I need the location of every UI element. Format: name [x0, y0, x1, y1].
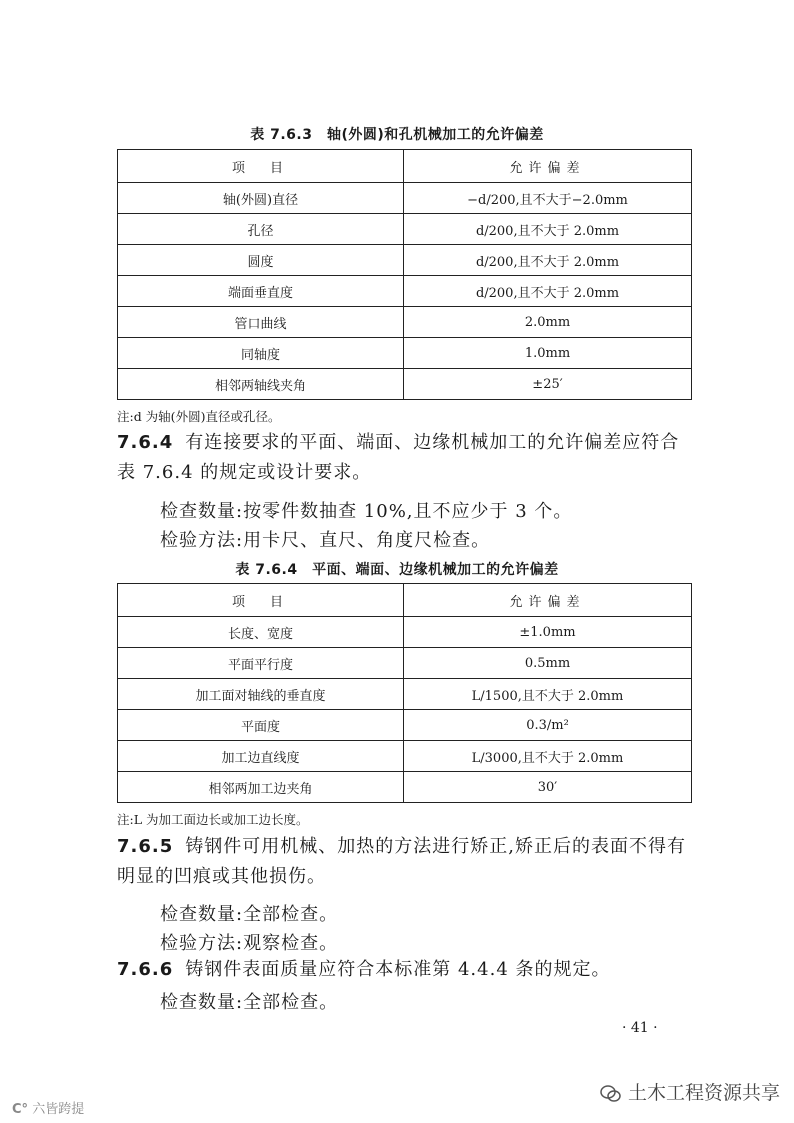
col-header-tolerance: 允许偏差: [404, 150, 692, 183]
row-item: 圆度: [118, 245, 404, 276]
row-tolerance: 0.3/m²: [404, 710, 692, 741]
check-quantity: 检查数量:全部检查。: [160, 992, 339, 1013]
table-row: [118, 307, 692, 338]
watermark-left-text: 六皆跨提: [32, 1102, 85, 1117]
page-number: · 41 ·: [622, 1020, 658, 1036]
check-method: 检验方法:观察检查。: [160, 933, 339, 954]
check-method: 检验方法:用卡尺、直尺、角度尺检查。: [160, 530, 491, 551]
row-item: 平面平行度: [118, 648, 404, 679]
section-number: 7.6.6: [117, 959, 174, 980]
row-tolerance: d/200,且不大于 2.0mm: [404, 214, 692, 245]
row-item: 加工面对轴线的垂直度: [118, 679, 404, 710]
row-item: 孔径: [118, 214, 404, 245]
row-item: 相邻两轴线夹角: [118, 369, 404, 400]
row-item: 同轴度: [118, 338, 404, 369]
row-item: 长度、宽度: [118, 617, 404, 648]
table-header-row: [118, 584, 692, 617]
table-row: [118, 741, 692, 772]
table-row: [118, 648, 692, 679]
section-number: 7.6.4: [117, 432, 174, 453]
col-header-item: 项 目: [118, 150, 404, 183]
section-text: 铸钢件可用机械、加热的方法进行矫正,矫正后的表面不得有明显的凹痕或其他损伤。: [117, 836, 686, 887]
section-7-6-4: [117, 428, 697, 488]
table-row: [118, 338, 692, 369]
watermark-left: [12, 1098, 84, 1117]
table-7-6-4-note: 注:L 为加工面边长或加工边长度。: [117, 812, 309, 827]
table-row: [118, 710, 692, 741]
row-tolerance: ±25′: [404, 369, 692, 400]
table-7-6-4: [117, 583, 692, 803]
section-7-6-5: [117, 832, 697, 892]
row-item: 加工边直线度: [118, 741, 404, 772]
row-tolerance: 30′: [404, 772, 692, 803]
table-row: [118, 276, 692, 307]
row-tolerance: L/3000,且不大于 2.0mm: [404, 741, 692, 772]
table-row: [118, 679, 692, 710]
table-row: [118, 183, 692, 214]
row-tolerance: L/1500,且不大于 2.0mm: [404, 679, 692, 710]
row-tolerance: 0.5mm: [404, 648, 692, 679]
table-row: [118, 617, 692, 648]
section-text: 有连接要求的平面、端面、边缘机械加工的允许偏差应符合表 7.6.4 的规定或设计要求。: [117, 432, 680, 483]
table-7-6-3-caption: 表 7.6.3 轴(外圆)和孔机械加工的允许偏差: [250, 127, 544, 143]
row-tolerance: 1.0mm: [404, 338, 692, 369]
watermark-right-text: 土木工程资源共享: [628, 1082, 781, 1104]
table-row: [118, 214, 692, 245]
watermark-logo-icon: C°: [12, 1102, 29, 1117]
row-tolerance: 2.0mm: [404, 307, 692, 338]
row-item: 相邻两加工边夹角: [118, 772, 404, 803]
table-row: [118, 772, 692, 803]
table-7-6-4-caption: 表 7.6.4 平面、端面、边缘机械加工的允许偏差: [235, 562, 559, 578]
table-row: [118, 369, 692, 400]
row-tolerance: −d/200,且不大于−2.0mm: [404, 183, 692, 214]
row-tolerance: d/200,且不大于 2.0mm: [404, 276, 692, 307]
table-7-6-3-note: 注:d 为轴(外圆)直径或孔径。: [117, 409, 281, 424]
section-number: 7.6.5: [117, 836, 174, 857]
row-item: 端面垂直度: [118, 276, 404, 307]
table-row: [118, 245, 692, 276]
row-item: 轴(外圆)直径: [118, 183, 404, 214]
table-header-row: [118, 150, 692, 183]
row-tolerance: ±1.0mm: [404, 617, 692, 648]
col-header-item: 项 目: [118, 584, 404, 617]
section-7-6-6: [117, 955, 697, 985]
watermark-right: [600, 1078, 780, 1105]
row-tolerance: d/200,且不大于 2.0mm: [404, 245, 692, 276]
check-quantity: 检查数量:全部检查。: [160, 904, 339, 925]
row-item: 平面度: [118, 710, 404, 741]
row-item: 管口曲线: [118, 307, 404, 338]
table-7-6-3: [117, 149, 692, 400]
section-text: 铸钢件表面质量应符合本标准第 4.4.4 条的规定。: [185, 959, 611, 980]
check-quantity: 检查数量:按零件数抽查 10%,且不应少于 3 个。: [160, 501, 573, 522]
col-header-tolerance: 允许偏差: [404, 584, 692, 617]
wechat-icon: [600, 1084, 622, 1104]
